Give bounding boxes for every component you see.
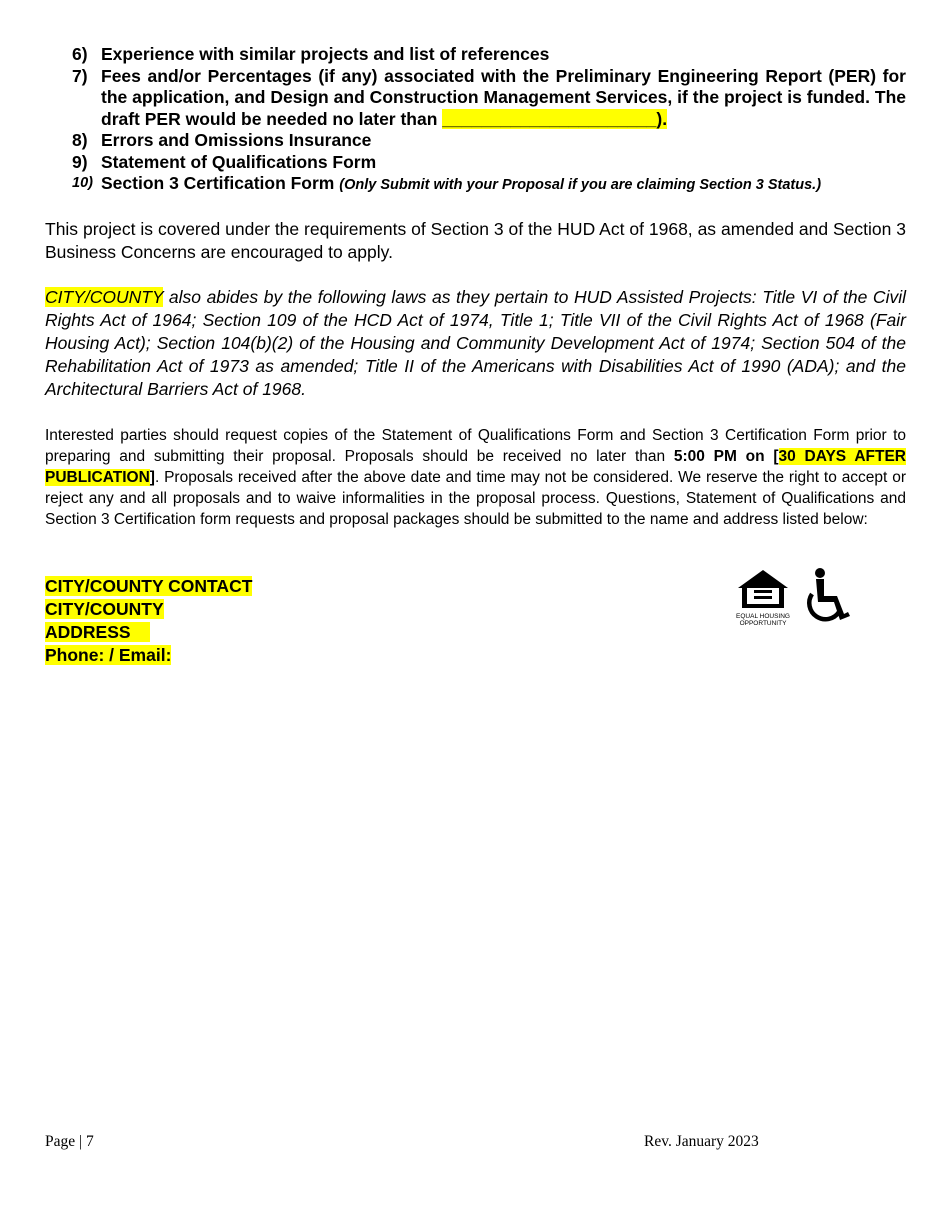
list-number: 10) [72,175,93,191]
compliance-logos [736,566,856,630]
wheelchair-icon [809,568,850,620]
revision-date: Rev. January 2023 [644,1133,759,1150]
requirements-list [72,44,906,197]
contact-block [45,575,252,667]
per-deadline-blank: ______________________). [442,108,668,129]
contact-address: ADDRESS [45,622,151,642]
contact-entity: CITY/COUNTY [45,599,164,619]
list-item [72,44,906,66]
deadline-placeholder: 30 DAYS AFTER PUBLICATION [45,448,906,486]
list-number: 6) [72,44,88,64]
city-county-placeholder: CITY/COUNTY [45,287,164,307]
equal-housing-icon [736,566,856,630]
list-item [72,130,906,152]
list-number: 7) [72,65,88,86]
page-number: Page | 7 [45,1133,94,1150]
list-item [72,173,906,197]
section3-paragraph: This project is covered under the requirements of Section 3 of the HUD Act of 1968, as amended and Section 3 Business Concerns are encouraged to apply. [45,219,906,262]
list-number: 8) [72,130,88,150]
deadline-close: ] [149,469,155,486]
contact-name: CITY/COUNTY CONTACT [45,576,253,596]
instructions-text-2: . Proposals received after the above date and time may not be considered. We reserve the right to accept or reject any and all proposals and to waive informalities in the proposal process. Questions, Statement of Qualifications and Section 3 Certification form requests and proposal packages should be submitted to the name and address listed below: [45,469,906,528]
list-number: 9) [72,151,88,172]
list-note: (Only Submit with your Proposal if you are claiming Section 3 Status.) [339,177,822,193]
list-text: Experience with similar projects and list of references [101,44,550,64]
list-text: Statement of Qualifications Form [101,151,377,172]
equal-housing-label-2: OPPORTUNITY [739,620,787,627]
list-text: Fees and/or Percentages (if any) associated with the Preliminary Engineering Report (PER) for the application, and Design and Construction Management Services, if the project is funded. The draft PER would be needed no later than [101,65,906,129]
instructions-text: Interested parties should request copies of the Statement of Qualifications Form and Section 3 Certification Form prior to preparing and submitting their proposal. Proposals should be received no later than [45,427,906,465]
laws-paragraph [45,286,906,401]
instructions-paragraph [45,425,906,530]
list-item [72,66,906,131]
equal-housing-label-1: EQUAL HOUSING [736,613,790,620]
list-text: Errors and Omissions Insurance [101,130,372,150]
contact-phone-email: Phone: / Email: [45,645,172,665]
list-item [72,152,906,174]
deadline-time: 5:00 PM on [ [673,448,779,465]
list-text: Section 3 Certification Form [101,173,340,193]
laws-text: also abides by the following laws as they pertain to HUD Assisted Projects: Title VI of the Civil Rights Act of 1964; Section 109 of the HCD Act of 1974, Title 1; Title VII of the Civil Rights Act of 1968 (Fair Housing Act); Section 104(b)(2) of the Housing and Community Development Act of 1974; Section 504 of the Rehabilitation Act of 1973 as amended; Title II of the Americans with Disabilities Act of 1990 (ADA); and the Architectural Barriers Act of 1968. [45,287,906,399]
